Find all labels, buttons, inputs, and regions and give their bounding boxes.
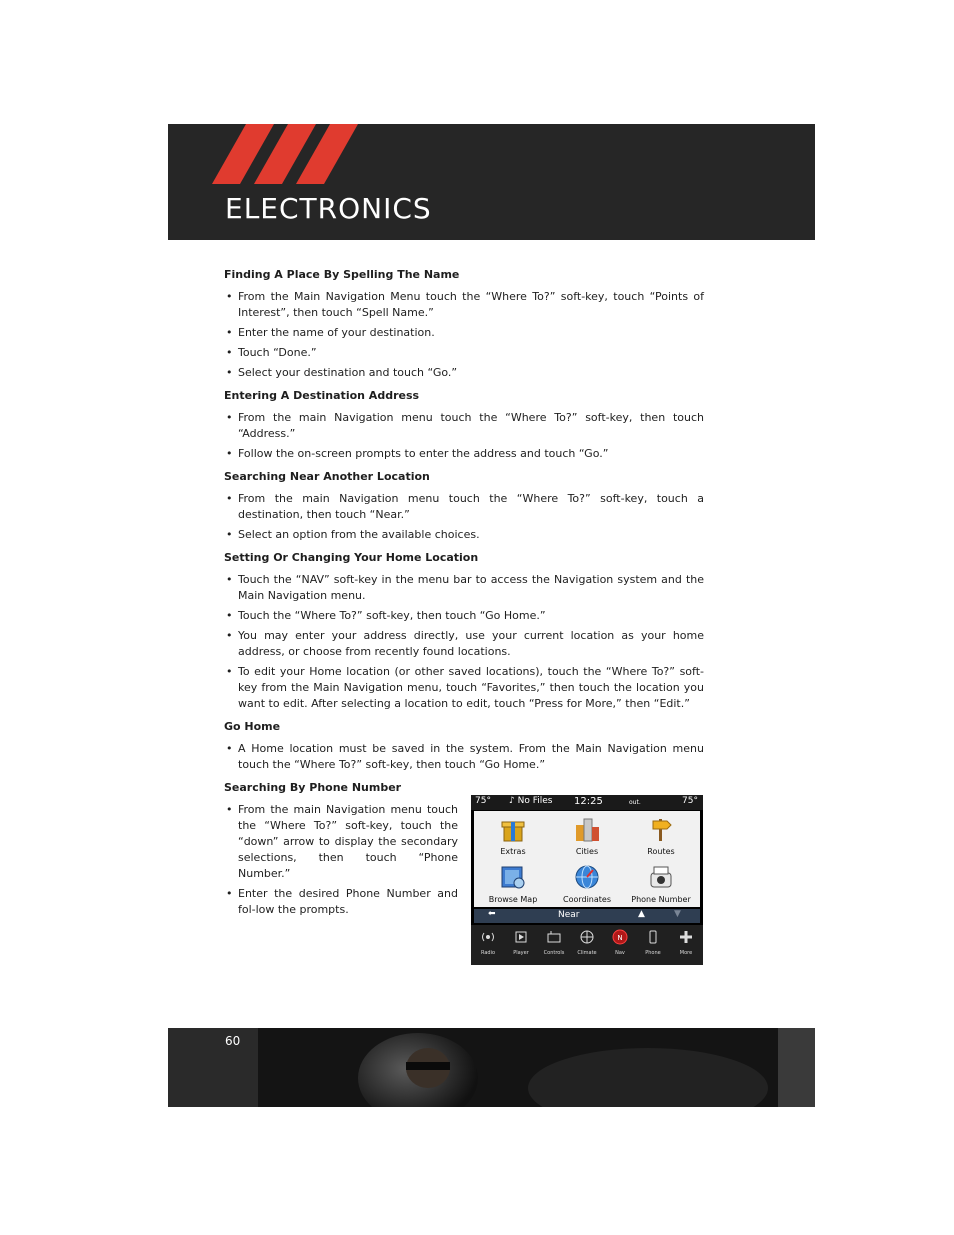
bullet-item: • Follow the on-screen prompts to enter the address and touch “Go.” bbox=[224, 446, 704, 462]
player-icon bbox=[513, 929, 529, 945]
section-heading: Searching Near Another Location bbox=[224, 470, 430, 483]
bullet-item: • To edit your Home location (or other saved locations), touch the “Where To?” soft-key from the Main Navigation menu, touch “Favorites,” then touch the location you want to edit. After selecting a location to edit, touch “Press for More,” then “Edit.” bbox=[224, 664, 704, 712]
tile-coordinates[interactable] bbox=[552, 861, 622, 907]
up-arrow-icon[interactable]: ▲ bbox=[638, 909, 645, 919]
bullet-item: • Select an option from the available choices. bbox=[224, 527, 704, 543]
section-heading: Go Home bbox=[224, 720, 281, 733]
tile-label: Coordinates bbox=[562, 895, 612, 904]
tile-extras[interactable] bbox=[478, 813, 548, 859]
bullet-list bbox=[224, 410, 704, 462]
section-near-location bbox=[224, 469, 704, 543]
bullet-item: • From the main Navigation menu touch the “Where To?” soft-key, touch a destination, then touch “Near.” bbox=[224, 491, 704, 523]
driver-photo-illustration bbox=[168, 1028, 815, 1107]
svg-text:N: N bbox=[617, 934, 623, 942]
bullet-list bbox=[224, 491, 704, 543]
section-go-home bbox=[224, 719, 704, 773]
globe-icon bbox=[573, 863, 601, 891]
mobile-phone-icon bbox=[645, 929, 661, 945]
chapter-header bbox=[168, 124, 815, 240]
section-heading: Setting Or Changing Your Home Location bbox=[224, 551, 479, 564]
temp-right: 75° bbox=[682, 796, 698, 806]
climate-icon bbox=[579, 929, 595, 945]
bullet-item: • Touch the “Where To?” soft-key, then touch “Go Home.” bbox=[224, 608, 704, 624]
tile-routes[interactable] bbox=[626, 813, 696, 859]
tile-label: Phone Number bbox=[631, 895, 691, 904]
page-footer bbox=[168, 1028, 815, 1107]
bullet-list bbox=[224, 572, 704, 712]
page-number: 60 bbox=[225, 1034, 241, 1048]
tile-label: Browse Map bbox=[488, 895, 538, 904]
menu-climate[interactable]: Climate bbox=[572, 929, 602, 957]
menu-more[interactable]: More bbox=[671, 929, 701, 957]
chapter-title: ELECTRONICS bbox=[225, 192, 432, 225]
media-status: ♪ No Files bbox=[509, 796, 553, 806]
tile-label: Cities bbox=[575, 847, 599, 856]
bullet-item: • A Home location must be saved in the system. From the Main Navigation menu touch the “Where To?” soft-key, then touch “Go Home.” bbox=[224, 741, 704, 773]
navigation-screen-photo bbox=[471, 795, 703, 965]
menu-phone[interactable]: Phone bbox=[638, 929, 668, 957]
bullet-item: • From the main Navigation menu touch the “Where To?” soft-key, touch the “down” arrow to display the secondary selections, then touch “Phone Number.” bbox=[224, 802, 458, 882]
controls-icon bbox=[546, 929, 562, 945]
stripes-logo-icon bbox=[212, 124, 362, 184]
bullet-item: • You may enter your address directly, use your current location as your home address, or choose from recently found locations. bbox=[224, 628, 704, 660]
outside-label: out. bbox=[629, 799, 641, 806]
status-bar bbox=[471, 795, 703, 810]
tile-label: Extras bbox=[500, 847, 526, 856]
near-button[interactable]: Near bbox=[558, 910, 580, 920]
tile-browse-map[interactable] bbox=[478, 861, 548, 907]
down-arrow-icon[interactable]: ▼ bbox=[674, 909, 681, 919]
nav-compass-icon bbox=[612, 929, 628, 945]
menu-radio[interactable]: Radio bbox=[473, 929, 503, 957]
nav-menu-grid bbox=[474, 811, 700, 907]
bullet-list bbox=[224, 802, 458, 918]
bullet-item: • Enter the desired Phone Number and fol-low the prompts. bbox=[224, 886, 458, 918]
section-heading: Finding A Place By Spelling The Name bbox=[224, 268, 460, 281]
bullet-item: • Touch “Done.” bbox=[224, 345, 704, 361]
section-home-location bbox=[224, 550, 704, 712]
tile-cities[interactable] bbox=[552, 813, 622, 859]
bullet-item: • From the Main Navigation Menu touch the “Where To?” soft-key, touch “Points of Interest”, then touch “Spell Name.” bbox=[224, 289, 704, 321]
menu-nav[interactable]: N Nav bbox=[605, 929, 635, 957]
bullet-list bbox=[224, 741, 704, 773]
navigation-bar bbox=[474, 909, 700, 923]
bullet-item: • Enter the name of your destination. bbox=[224, 325, 704, 341]
menu-bar bbox=[471, 925, 703, 965]
buildings-icon bbox=[573, 815, 601, 843]
signpost-icon bbox=[647, 815, 675, 843]
menu-controls[interactable]: Controls bbox=[539, 929, 569, 957]
bullet-item: • From the main Navigation menu touch the “Where To?” soft-key, then touch “Address.” bbox=[224, 410, 704, 442]
temp-left: 75° bbox=[475, 796, 491, 806]
gift-icon bbox=[499, 815, 527, 843]
phone-icon bbox=[647, 863, 675, 891]
menu-player[interactable]: Player bbox=[506, 929, 536, 957]
section-heading: Entering A Destination Address bbox=[224, 389, 420, 402]
back-arrow-icon[interactable]: ⬅ bbox=[488, 909, 496, 919]
clock: 12:25 bbox=[574, 796, 603, 807]
bullet-item: • Select your destination and touch “Go.” bbox=[224, 365, 704, 381]
tile-phone-number[interactable] bbox=[626, 861, 696, 907]
section-heading: Searching By Phone Number bbox=[224, 781, 402, 794]
radio-icon bbox=[480, 929, 496, 945]
map-icon bbox=[499, 863, 527, 891]
section-destination-address bbox=[224, 388, 704, 462]
bullet-item: • Touch the “NAV” soft-key in the menu bar to access the Navigation system and the Main Navigation menu. bbox=[224, 572, 704, 604]
section-spell-name bbox=[224, 267, 704, 381]
bullet-list bbox=[224, 289, 704, 381]
tile-label: Routes bbox=[647, 847, 675, 856]
plus-icon bbox=[678, 929, 694, 945]
